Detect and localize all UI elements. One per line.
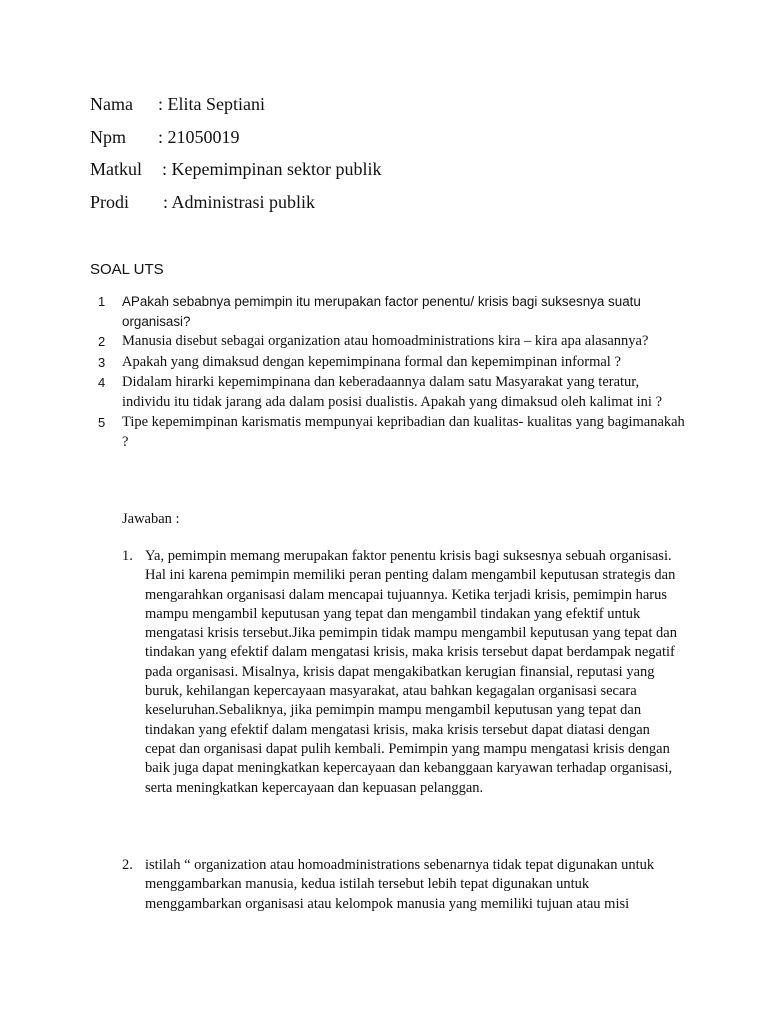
npm-value: : 21050019 [158,126,240,147]
prodi-value: : Administrasi publik [163,191,316,212]
matkul-label: Matkul [90,159,142,179]
question-item [90,292,690,332]
question-number: 3 [98,354,106,370]
identity-row-npm [90,126,381,148]
answer-text: istilah “ organization atau homoadministrations sebenarnya tidak tepat digunakan untuk menggambarkan manusia, kedua istilah tersebut lebih tepat digunakan untuk menggambarkan organisasi atau kelompok manusia yang memiliki tujuan atau misi [145,857,655,912]
question-number: 1 [98,294,106,309]
identity-row-matkul [90,158,381,180]
question-number: 5 [98,415,106,430]
question-text: Didalam hirarki kepemimpinana dan keberadaannya dalam satu Masyarakat yang teratur, individu itu tidak jarang ada dalam posisi dualistis. Apakah yang dimaksud oleh kalimat ini ? [122,374,663,410]
nama-label: Nama [90,94,133,114]
question-number: 2 [98,334,106,349]
question-text: Manusia disebut sebagai organization atau homoadministrations kira – kira apa alasannya? [122,333,649,349]
answer-number: 1. [122,548,133,564]
identity-row-prodi [90,191,381,213]
answer-item [122,547,682,798]
identity-block [90,93,381,223]
question-list [90,292,690,453]
answer-number: 2. [122,857,133,873]
question-item [90,353,690,373]
question-number: 4 [98,375,106,390]
question-item [90,332,690,352]
identity-row-nama [90,93,381,115]
question-item [90,373,690,412]
prodi-label: Prodi [90,191,130,212]
answer-text: Ya, pemimpin memang merupakan faktor penentu krisis bagi suksesnya sebuah organisasi. Hal ini karena pemimpin memiliki peran penting dalam mengambil keputusan strategis dan mengarahkan organisasi dalam mencapai tujuannya. Ketika terjadi krisis, pemimpin harus mampu mengambil keputusan yang tepat dan mengambil tindakan yang efektif untuk mengatasi krisis tersebut.Jika pemimpin tidak mampu mengambil keputusan yang tepat dan tindakan yang efektif dalam mengatasi krisis, maka krisis tersebut dapat berdampak negatif pada organisasi. Misalnya, krisis dapat mengakibatkan kerugian finansial, reputasi yang buruk, kehilangan kepercayaan masyarakat, atau bahkan kegagalan organisasi secara keseluruhan.Sebaliknya, jika pemimpin mampu mengambil keputusan yang tepat dan tindakan yang efektif dalam mengatasi krisis, maka krisis tersebut dapat diatasi dengan cepat dan organisasi dapat pulih kembali. Pemimpin yang mampu mengatasi krisis dengan baik juga dapat meningkatkan kepercayaan dan kebanggaan karyawan terhadap organisasi, serta meningkatkan kepercayaan dan kepuasan pelanggan. [145,548,677,796]
answers-title: Jawaban : [122,511,180,527]
npm-label: Npm [90,126,126,147]
matkul-value: : Kepemimpinan sektor publik [162,159,382,179]
nama-value: : Elita Septiani [158,94,265,114]
question-text: APakah sebabnya pemimpin itu merupakan factor penentu/ krisis bagi suksesnya suatu organisasi? [122,294,641,329]
answer-item [122,856,682,914]
question-text: Tipe kepemimpinan karismatis mempunyai kepribadian dan kualitas- kualitas yang bagimanakah ? [122,414,685,450]
question-item [90,413,690,452]
section-heading: SOAL UTS [90,261,164,278]
question-text: Apakah yang dimaksud dengan kepemimpinana formal dan kepemimpinan informal ? [122,353,621,370]
